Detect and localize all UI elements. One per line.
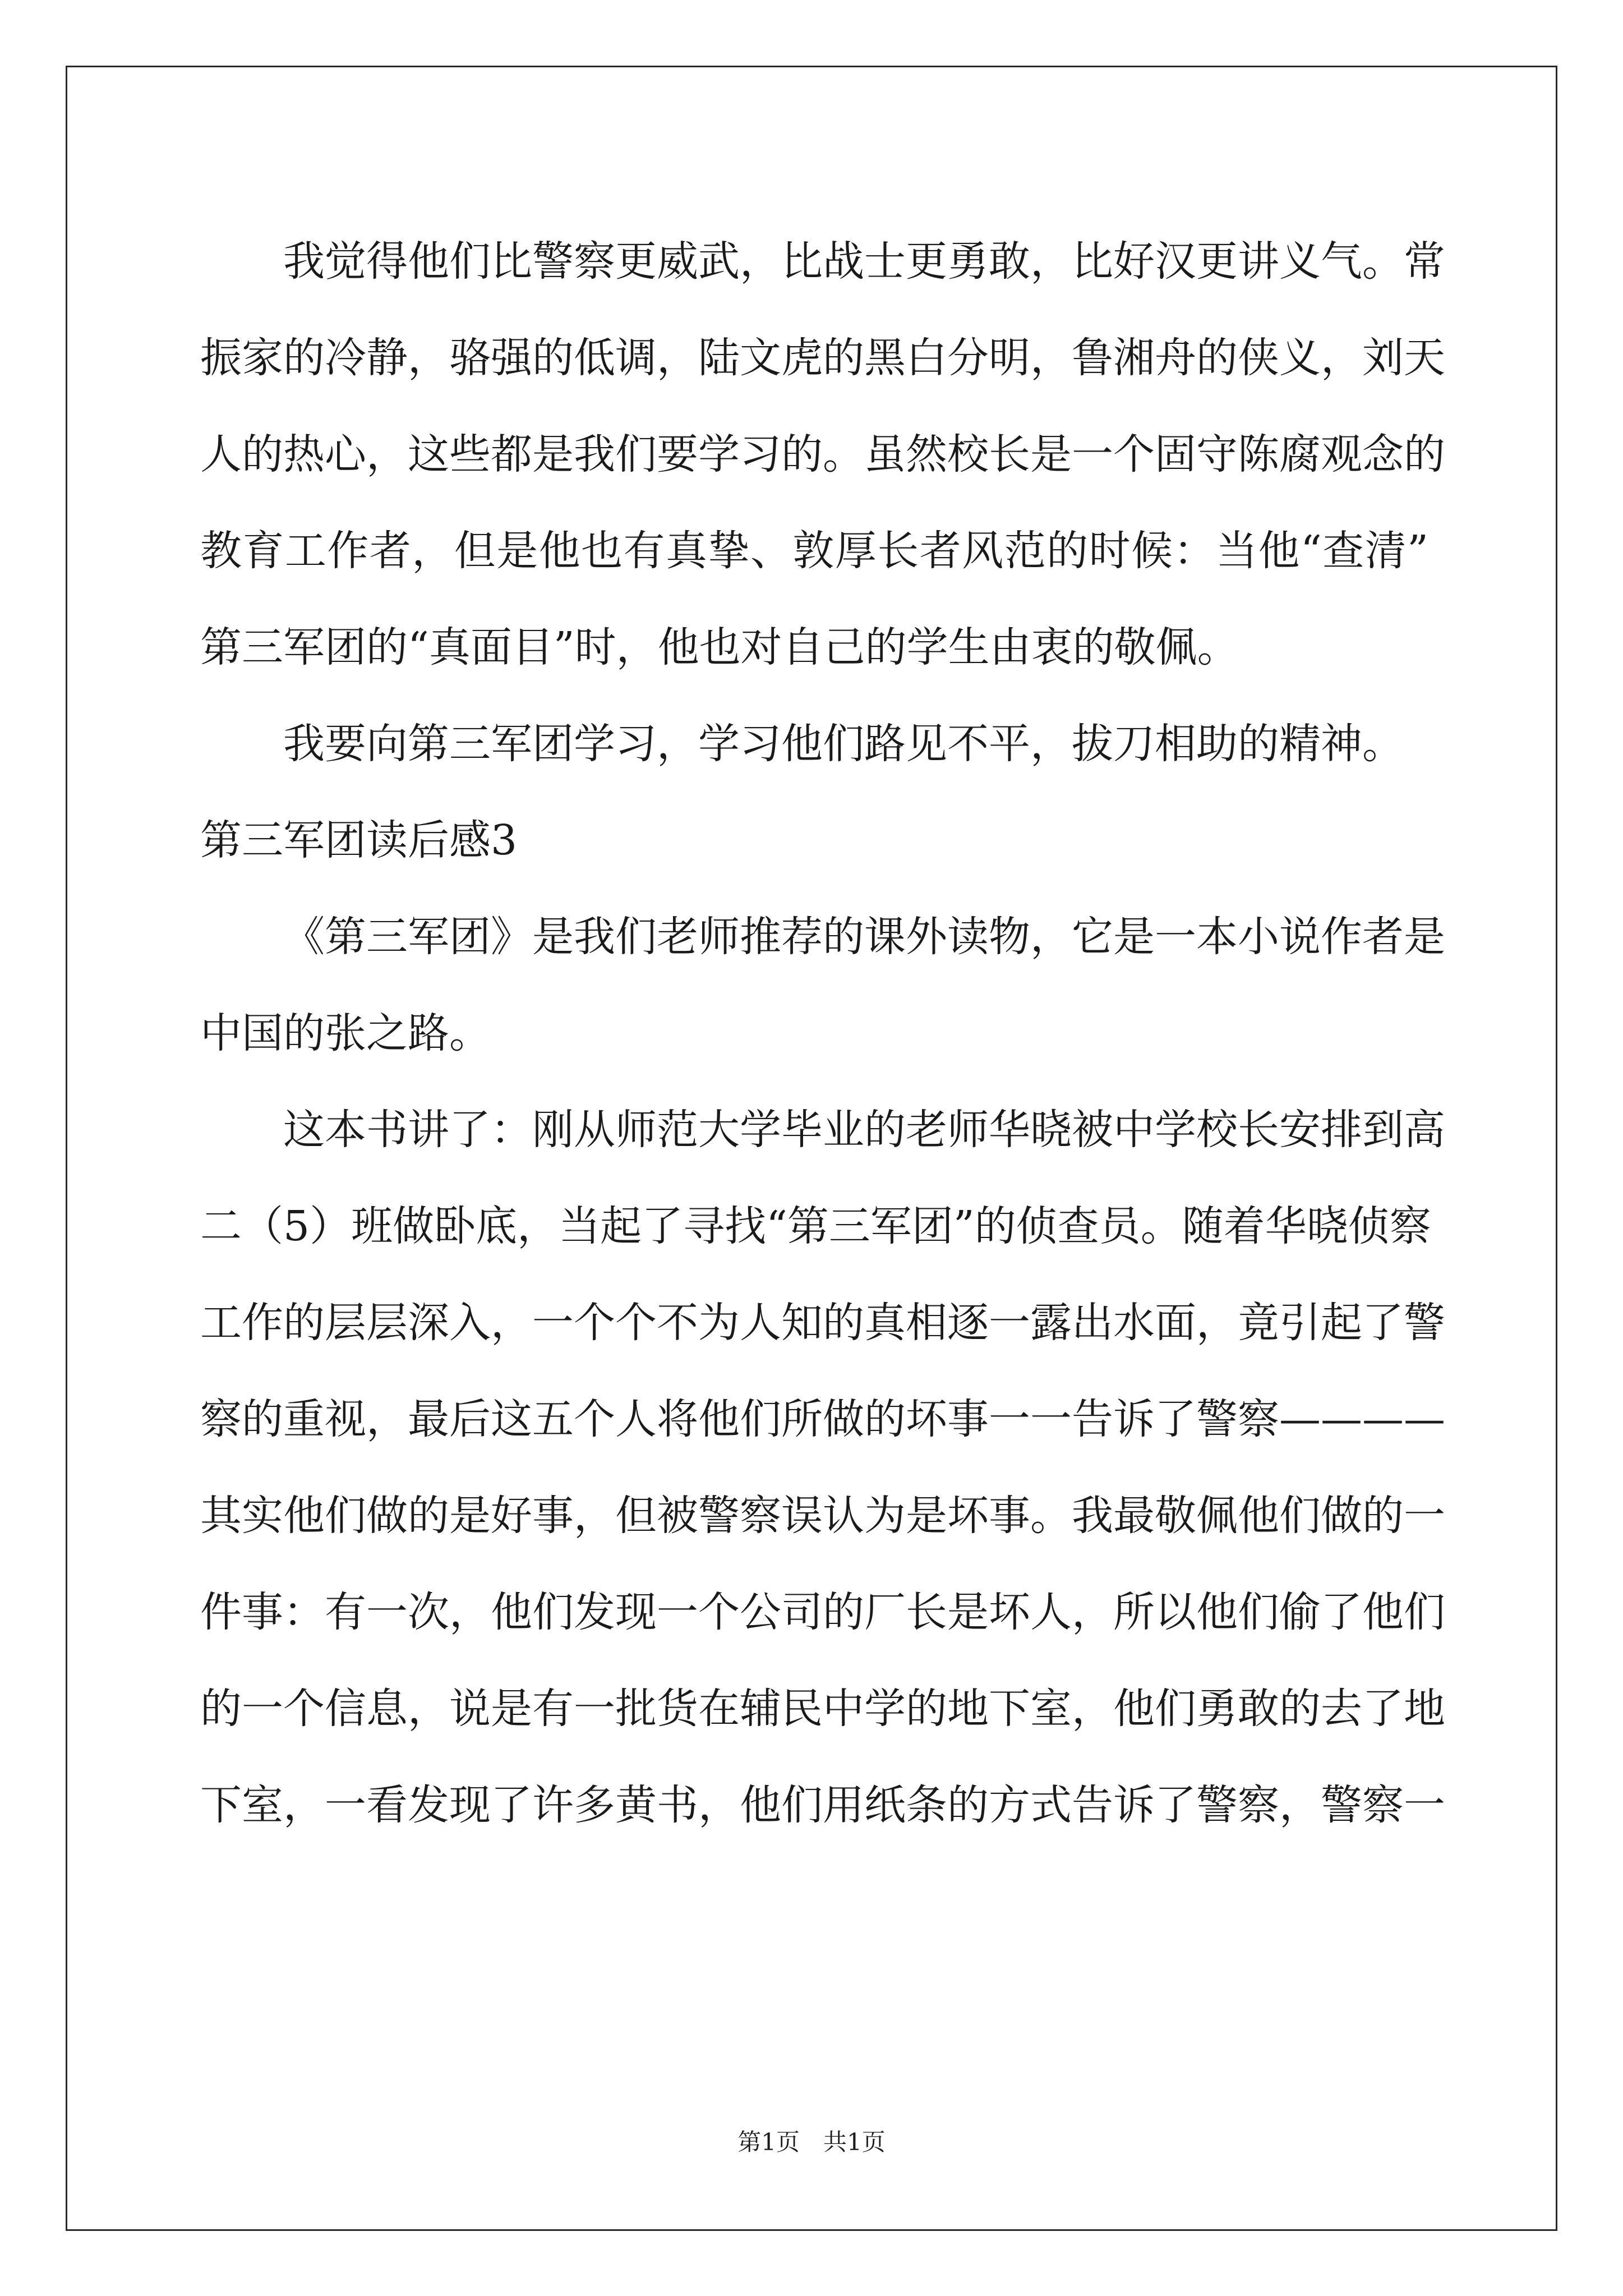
section-heading: 第三军团读后感3 bbox=[200, 816, 518, 864]
text-line: 人的热心，这些都是我们要学习的。虽然校长是一个固守陈腐观念的 bbox=[200, 430, 1445, 478]
text-line: 其实他们做的是好事，但被警察误认为是坏事。我最敬佩他们做的一 bbox=[200, 1492, 1445, 1540]
text-line: 的一个信息，说是有一批货在辅民中学的地下室，他们勇敢的去了地 bbox=[200, 1685, 1445, 1733]
text-line: 二（5）班做卧底，当起了寻找“第三军团”的侦查员。随着华晓侦察 bbox=[200, 1202, 1431, 1250]
text-line: 第三军团的“真面目”时，他也对自己的学生由衷的敬佩。 bbox=[200, 623, 1239, 671]
text-line: 我觉得他们比警察更威武，比战士更勇敢，比好汉更讲义气。常 bbox=[283, 237, 1445, 286]
text-line: 我要向第三军团学习，学习他们路见不平，拔刀相助的精神。 bbox=[283, 720, 1404, 768]
text-line: 《第三军团》是我们老师推荐的课外读物，它是一本小说作者是 bbox=[283, 913, 1445, 961]
document-body bbox=[200, 213, 1445, 1853]
text-line: 件事：有一次，他们发现一个公司的厂长是坏人，所以他们偷了他们 bbox=[200, 1588, 1445, 1636]
text-line: 振家的冷静，骆强的低调，陆文虎的黑白分明，鲁湘舟的侠义，刘天 bbox=[200, 334, 1445, 382]
page-footer bbox=[0, 2124, 1623, 2157]
page-number: 第1页 bbox=[737, 2128, 800, 2156]
text-line: 中国的张之路。 bbox=[200, 1009, 491, 1057]
page-total: 共1页 bbox=[823, 2128, 886, 2156]
text-line: 工作的层层深入，一个个不为人知的真相逐一露出水面，竟引起了警 bbox=[200, 1299, 1445, 1347]
text-line: 下室，一看发现了许多黄书，他们用纸条的方式告诉了警察，警察一 bbox=[200, 1781, 1445, 1829]
text-line: 教育工作者，但是他也有真挚、敦厚长者风范的时候：当他“查清” bbox=[200, 527, 1428, 575]
text-line: 这本书讲了：刚从师范大学毕业的老师华晓被中学校长安排到高 bbox=[283, 1106, 1445, 1154]
text-line: 察的重视，最后这五个人将他们所做的坏事一一告诉了警察———— bbox=[200, 1395, 1445, 1443]
